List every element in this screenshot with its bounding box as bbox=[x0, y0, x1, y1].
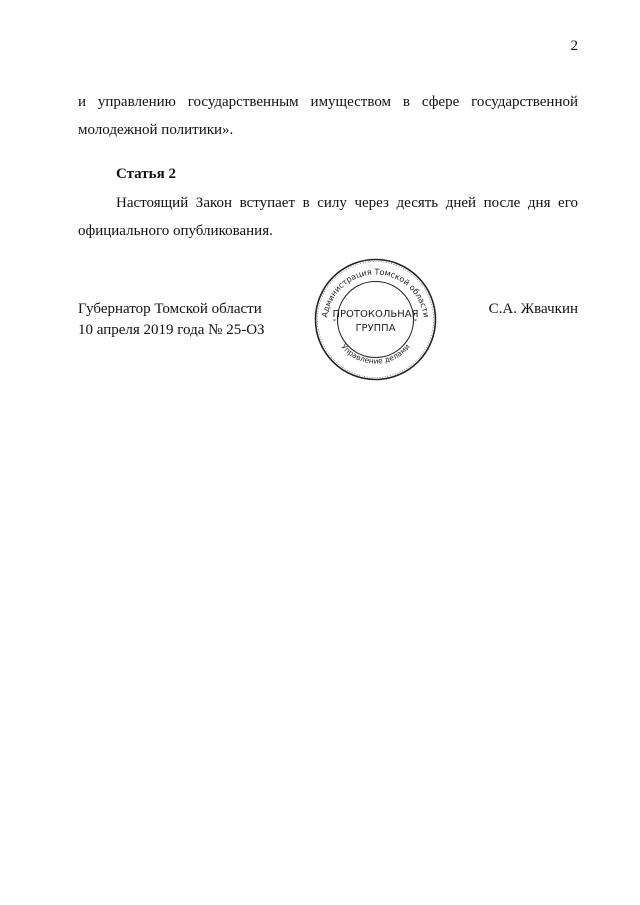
seal-star-right-icon: * bbox=[414, 319, 417, 325]
law-date-number: 10 апреля 2019 года № 25-ОЗ bbox=[78, 322, 265, 338]
seal-center-line-2: ГРУППА bbox=[355, 323, 396, 334]
seal-bottom-text: Управление делами bbox=[339, 342, 412, 366]
paragraph-continuation: и управлению государственным имуществом в сфере государственной молодежной политики». bbox=[78, 94, 578, 138]
signature-block-left bbox=[78, 299, 265, 341]
signatory-name: С.А. Жвачкин bbox=[488, 301, 578, 317]
page-number: 2 bbox=[570, 38, 578, 54]
official-seal-stamp bbox=[313, 257, 438, 382]
seal-center-line-1: ПРОТОКОЛЬНАЯ bbox=[332, 309, 419, 320]
article-heading: Статья 2 bbox=[116, 166, 176, 182]
signatory-position: Губернатор Томской области bbox=[78, 301, 262, 317]
article-text: Настоящий Закон вступает в силу через десять дней после дня его официального опубликования. bbox=[78, 195, 578, 239]
seal-outer-text: Администрация Томской области bbox=[320, 267, 431, 319]
seal-star-left-icon: * bbox=[333, 319, 336, 325]
